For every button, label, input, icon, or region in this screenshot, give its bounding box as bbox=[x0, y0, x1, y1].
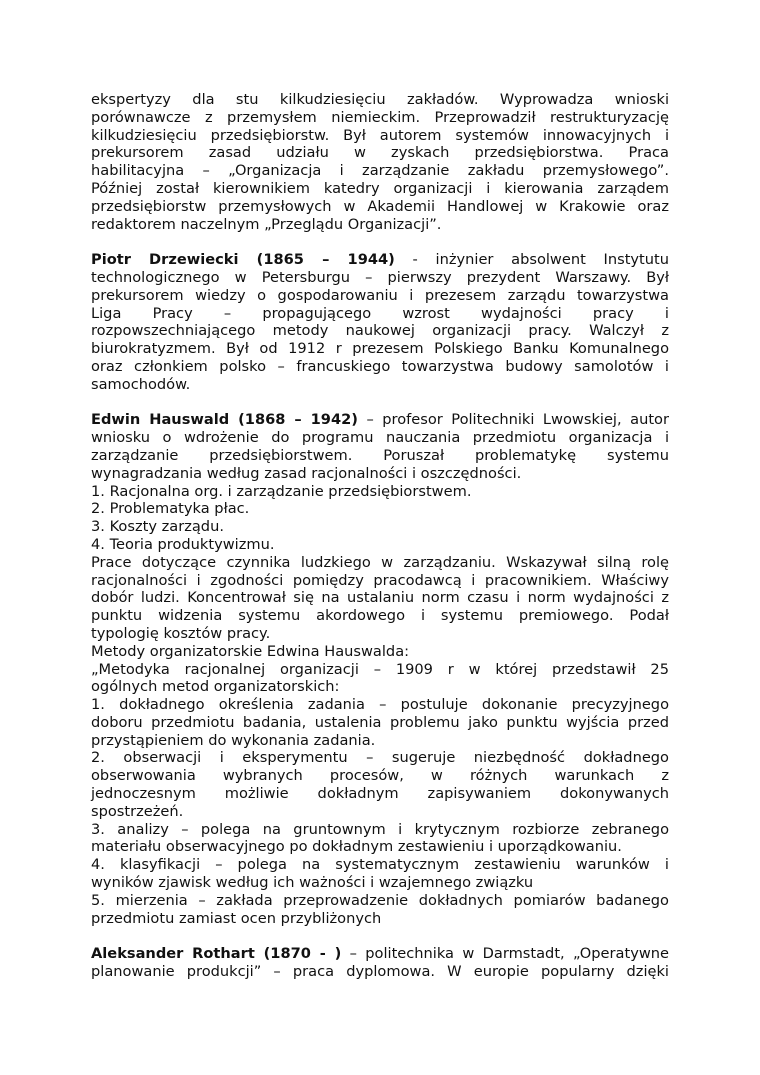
intro-paragraph bbox=[91, 91, 669, 233]
text-line: porównawcze z przemysłem niemieckim. Przeprowadził restrukturyzację bbox=[91, 108, 669, 126]
text-line: prekursorem wiedzy o gospodarowaniu i prezesem zarządu towarzystwa bbox=[91, 286, 669, 304]
text-line: punktu widzenia systemu akordowego i systemu premiowego. Podał bbox=[91, 607, 669, 625]
text-line: przystąpieniem do wykonania zadania. bbox=[91, 731, 376, 749]
text-line: 3. analizy – polega na gruntownym i krytycznym rozbiorze zebranego bbox=[91, 820, 669, 838]
text-line: prekursorem zasad udziału w zyskach przedsiębiorstwa. Praca bbox=[91, 144, 669, 162]
text-line: planowanie produkcji” – praca dyplomowa. W europie popularny dzięki bbox=[91, 963, 669, 981]
works-list-item: 1. Racjonalna org. i zarządzanie przedsiębiorstwem. bbox=[91, 482, 472, 500]
text-line: habilitacyjna – „Organizacja i zarządzanie zakładu przemysłowego”. bbox=[91, 162, 669, 180]
method-item bbox=[91, 749, 669, 820]
text-line: Liga Pracy – propagującego wzrost wydajności pracy i bbox=[91, 304, 669, 322]
rothart-paragraph bbox=[91, 945, 669, 981]
text-line: doboru przedmiotu badania, ustalenia problemu jako punktu wyjścia przed bbox=[91, 713, 669, 731]
text-line: wynagradzania według zasad racjonalności i oszczędności. bbox=[91, 464, 522, 482]
person-name-rothart: Aleksander Rothart (1870 - ) bbox=[91, 945, 342, 963]
method-item bbox=[91, 892, 669, 928]
text-line: redaktorem naczelnym „Przeglądu Organizacji”. bbox=[91, 215, 442, 233]
text-line: kilkudziesięciu przedsiębiorstw. Był autorem systemów innowacyjnych i bbox=[91, 126, 669, 144]
text-line: racjonalności i zgodności pomiędzy pracodawcą i pracownikiem. Właściwy bbox=[91, 571, 669, 589]
text-run: – politechnika w Darmstadt, „Operatywne bbox=[341, 945, 669, 963]
methods-heading: Metody organizatorskie Edwina Hauswalda: bbox=[91, 642, 410, 660]
text-line: przedsiębiorstw przemysłowych w Akademii Handlowej w Krakowie oraz bbox=[91, 197, 669, 215]
works-list-item: 2. Problematyka płac. bbox=[91, 500, 250, 518]
text-line: materiału obserwacyjnego po dokładnym zestawieniu i uporządkowaniu. bbox=[91, 838, 622, 856]
text-line: dobór ludzi. Koncentrował się na ustalaniu norm czasu i norm wydajności z bbox=[91, 589, 669, 607]
text-run: - inżynier absolwent Instytutu bbox=[394, 251, 669, 269]
text-line: Później został kierownikiem katedry organizacji i kierowania zarządem bbox=[91, 179, 669, 197]
text-line: 1. dokładnego określenia zadania – postuluje dokonanie precyzyjnego bbox=[91, 696, 669, 714]
text-line: 5. mierzenia – zakłada przeprowadzenie dokładnych pomiarów badanego bbox=[91, 891, 669, 909]
text-run: – profesor Politechniki Lwowskiej, autor bbox=[357, 411, 669, 429]
text-line bbox=[91, 251, 669, 269]
person-name-hauswald: Edwin Hauswald (1868 – 1942) bbox=[91, 411, 358, 429]
text-line: przedmiotu zamiast ocen przybliżonych bbox=[91, 909, 382, 927]
text-line: rozpowszechniającego metody naukowej organizacji pracy. Walczył z bbox=[91, 322, 669, 340]
text-line: biurokratyzmem. Był od 1912 r prezesem Polskiego Banku Komunalnego bbox=[91, 340, 669, 358]
text-line: oraz członkiem polsko – francuskiego towarzystwa budowy samolotów i bbox=[91, 357, 669, 375]
text-line: wyników zjawisk według ich ważności i wzajemnego związku bbox=[91, 874, 534, 892]
text-line: ogólnych metod organizatorskich: bbox=[91, 678, 340, 696]
text-line: typologię kosztów pracy. bbox=[91, 624, 271, 642]
text-line: ekspertyzy dla stu kilkudziesięciu zakładów. Wyprowadza wnioski bbox=[91, 91, 669, 108]
text-line: samochodów. bbox=[91, 375, 191, 393]
hauswald-paragraph bbox=[91, 411, 669, 927]
works-list-item: 4. Teoria produktywizmu. bbox=[91, 535, 275, 553]
text-line: technologicznego w Petersburgu – pierwszy prezydent Warszawy. Był bbox=[91, 268, 669, 286]
text-line bbox=[91, 411, 669, 429]
text-line: jednoczesnym możliwie dokładnym zapisywaniem dokonywanych bbox=[91, 785, 669, 803]
text-line: spostrzeżeń. bbox=[91, 802, 184, 820]
method-item bbox=[91, 856, 669, 892]
text-line: 2. obserwacji i eksperymentu – sugeruje niezbędność dokładnego bbox=[91, 749, 669, 767]
text-line: wniosku o wdrożenie do programu nauczania przedmiotu organizacja i bbox=[91, 429, 669, 447]
text-line: „Metodyka racjonalnej organizacji – 1909 r w której przedstawił 25 bbox=[91, 660, 669, 678]
text-line: obserwowania wybranych procesów, w różnych warunkach z bbox=[91, 767, 669, 785]
method-item bbox=[91, 821, 669, 857]
drzewiecki-paragraph bbox=[91, 251, 669, 393]
text-line: 4. klasyfikacji – polega na systematycznym zestawieniu warunków i bbox=[91, 856, 669, 874]
text-line: zarządzanie przedsiębiorstwem. Poruszał problematykę systemu bbox=[91, 446, 669, 464]
text-column bbox=[91, 91, 669, 981]
works-list-item: 3. Koszty zarządu. bbox=[91, 518, 224, 536]
text-line: Prace dotyczące czynnika ludzkiego w zarządzaniu. Wskazywał silną rolę bbox=[91, 553, 669, 571]
method-item bbox=[91, 696, 669, 749]
person-name-drzewiecki: Piotr Drzewiecki (1865 – 1944) bbox=[91, 251, 395, 269]
text-line bbox=[91, 945, 669, 963]
